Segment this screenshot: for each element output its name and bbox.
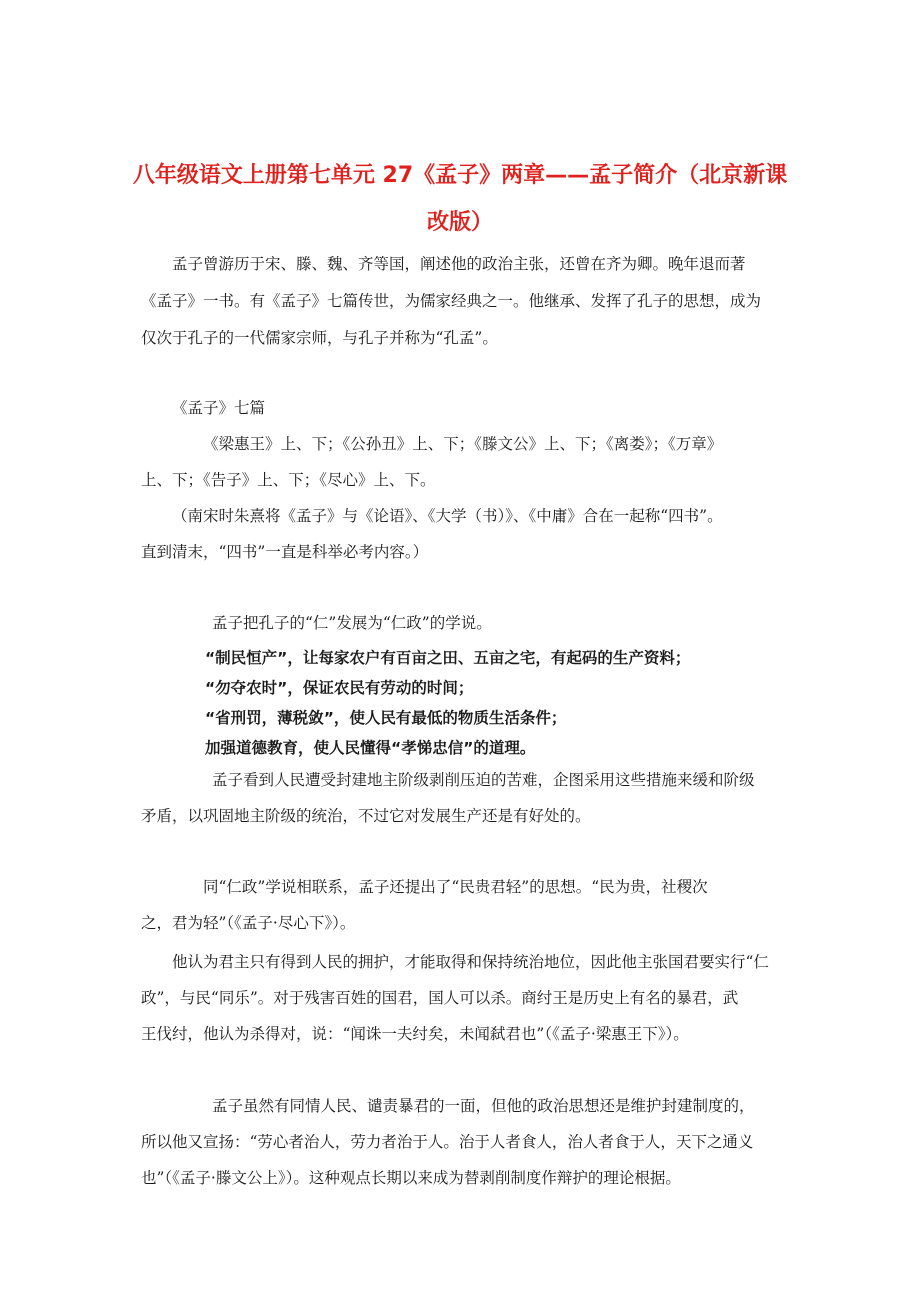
renzheng-intro: 孟子把孔子的“仁”发展为“仁政”的学说。 <box>212 614 492 632</box>
sishu-note-line-1: （南宋时朱熹将《孟子》与《论语》、《大学（书）》、《中庸》合在一起称“四书”。 <box>172 507 723 525</box>
renzheng-analysis-line-2: 矛盾，以巩固地主阶级的统治，不过它对发展生产还是有好处的。 <box>141 807 591 825</box>
conclusion-line-1: 孟子虽然有同情人民、谴责暴君的一面，但他的政治思想还是维护封建制度的， <box>212 1097 755 1115</box>
conclusion-line-3: 也”（《孟子·滕文公上》）。这种观点长期以来成为替剥削制度作辩护的理论根据。 <box>141 1169 681 1187</box>
intro-line-3: 仅次于孔子的一代儒家宗师，与孔子并称为“孔孟”。 <box>141 329 498 347</box>
chapter-list-line-1: 《梁惠王》上、下；《公孙丑》上、下；《滕文公》上、下；《离娄》；《万章》 <box>203 435 723 453</box>
intro-line-1: 孟子曾游历于宋、滕、魏、齐等国，阐述他的政治主张，还曾在齐为卿。晚年退而著 <box>172 255 746 273</box>
seven-chapters-heading: 《孟子》七篇 <box>172 399 266 417</box>
minguijunqing-p2-line-3: 王伐纣，他认为杀得对，说：“闻诛一夫纣矣，未闻弑君也”（《孟子·梁惠王下》）。 <box>141 1025 689 1043</box>
intro-line-2: 《孟子》一书。有《孟子》七篇传世，为儒家经典之一。他继承、发挥了孔子的思想，成为 <box>141 292 762 310</box>
renzheng-analysis-line-1: 孟子看到人民遭受封建地主阶级剥削压迫的苦难，企图采用这些措施来缓和阶级 <box>212 771 755 789</box>
conclusion-line-2: 所以他又宣扬：“劳心者治人，劳力者治于人。治于人者食人，治人者食于人，天下之通义 <box>141 1133 754 1151</box>
minguijunqing-p2-line-2: 政”，与民“同乐”。对于残害百姓的国君，国人可以杀。商纣王是历史上有名的暴君，武 <box>141 989 739 1007</box>
minguijunqing-p1-line-2: 之，君为轻”（《孟子·尽心下》）。 <box>141 914 356 932</box>
minguijunqing-p1-line-1: 同“仁政”学说相联系，孟子还提出了“民贵君轻”的思想。“民为贵，社稷次 <box>203 878 708 896</box>
renzheng-point-2: “勿夺农时”，保证农民有劳动的时间； <box>205 679 474 697</box>
title-line-1: 八年级语文上册第七单元 27《孟子》两章——孟子简介（北京新课 <box>132 163 788 188</box>
minguijunqing-p2-line-1: 他认为君主只有得到人民的拥护，才能取得和保持统治地位，因此他主张国君要实行“仁 <box>172 953 769 971</box>
renzheng-point-4: 加强道德教育，使人民懂得“孝悌忠信”的道理。 <box>205 739 536 757</box>
title-line-2: 改版） <box>426 210 493 235</box>
renzheng-point-3: “省刑罚，薄税敛”，使人民有最低的物质生活条件； <box>205 709 567 727</box>
chapter-list-line-2: 上、下；《告子》上、下；《尽心》上、下。 <box>141 471 436 489</box>
renzheng-point-1: “制民恒产”，让每家农户有百亩之田、五亩之宅，有起码的生产资料； <box>205 649 691 667</box>
sishu-note-line-2: 直到清末，“四书”一直是科举必考内容。） <box>141 543 429 561</box>
